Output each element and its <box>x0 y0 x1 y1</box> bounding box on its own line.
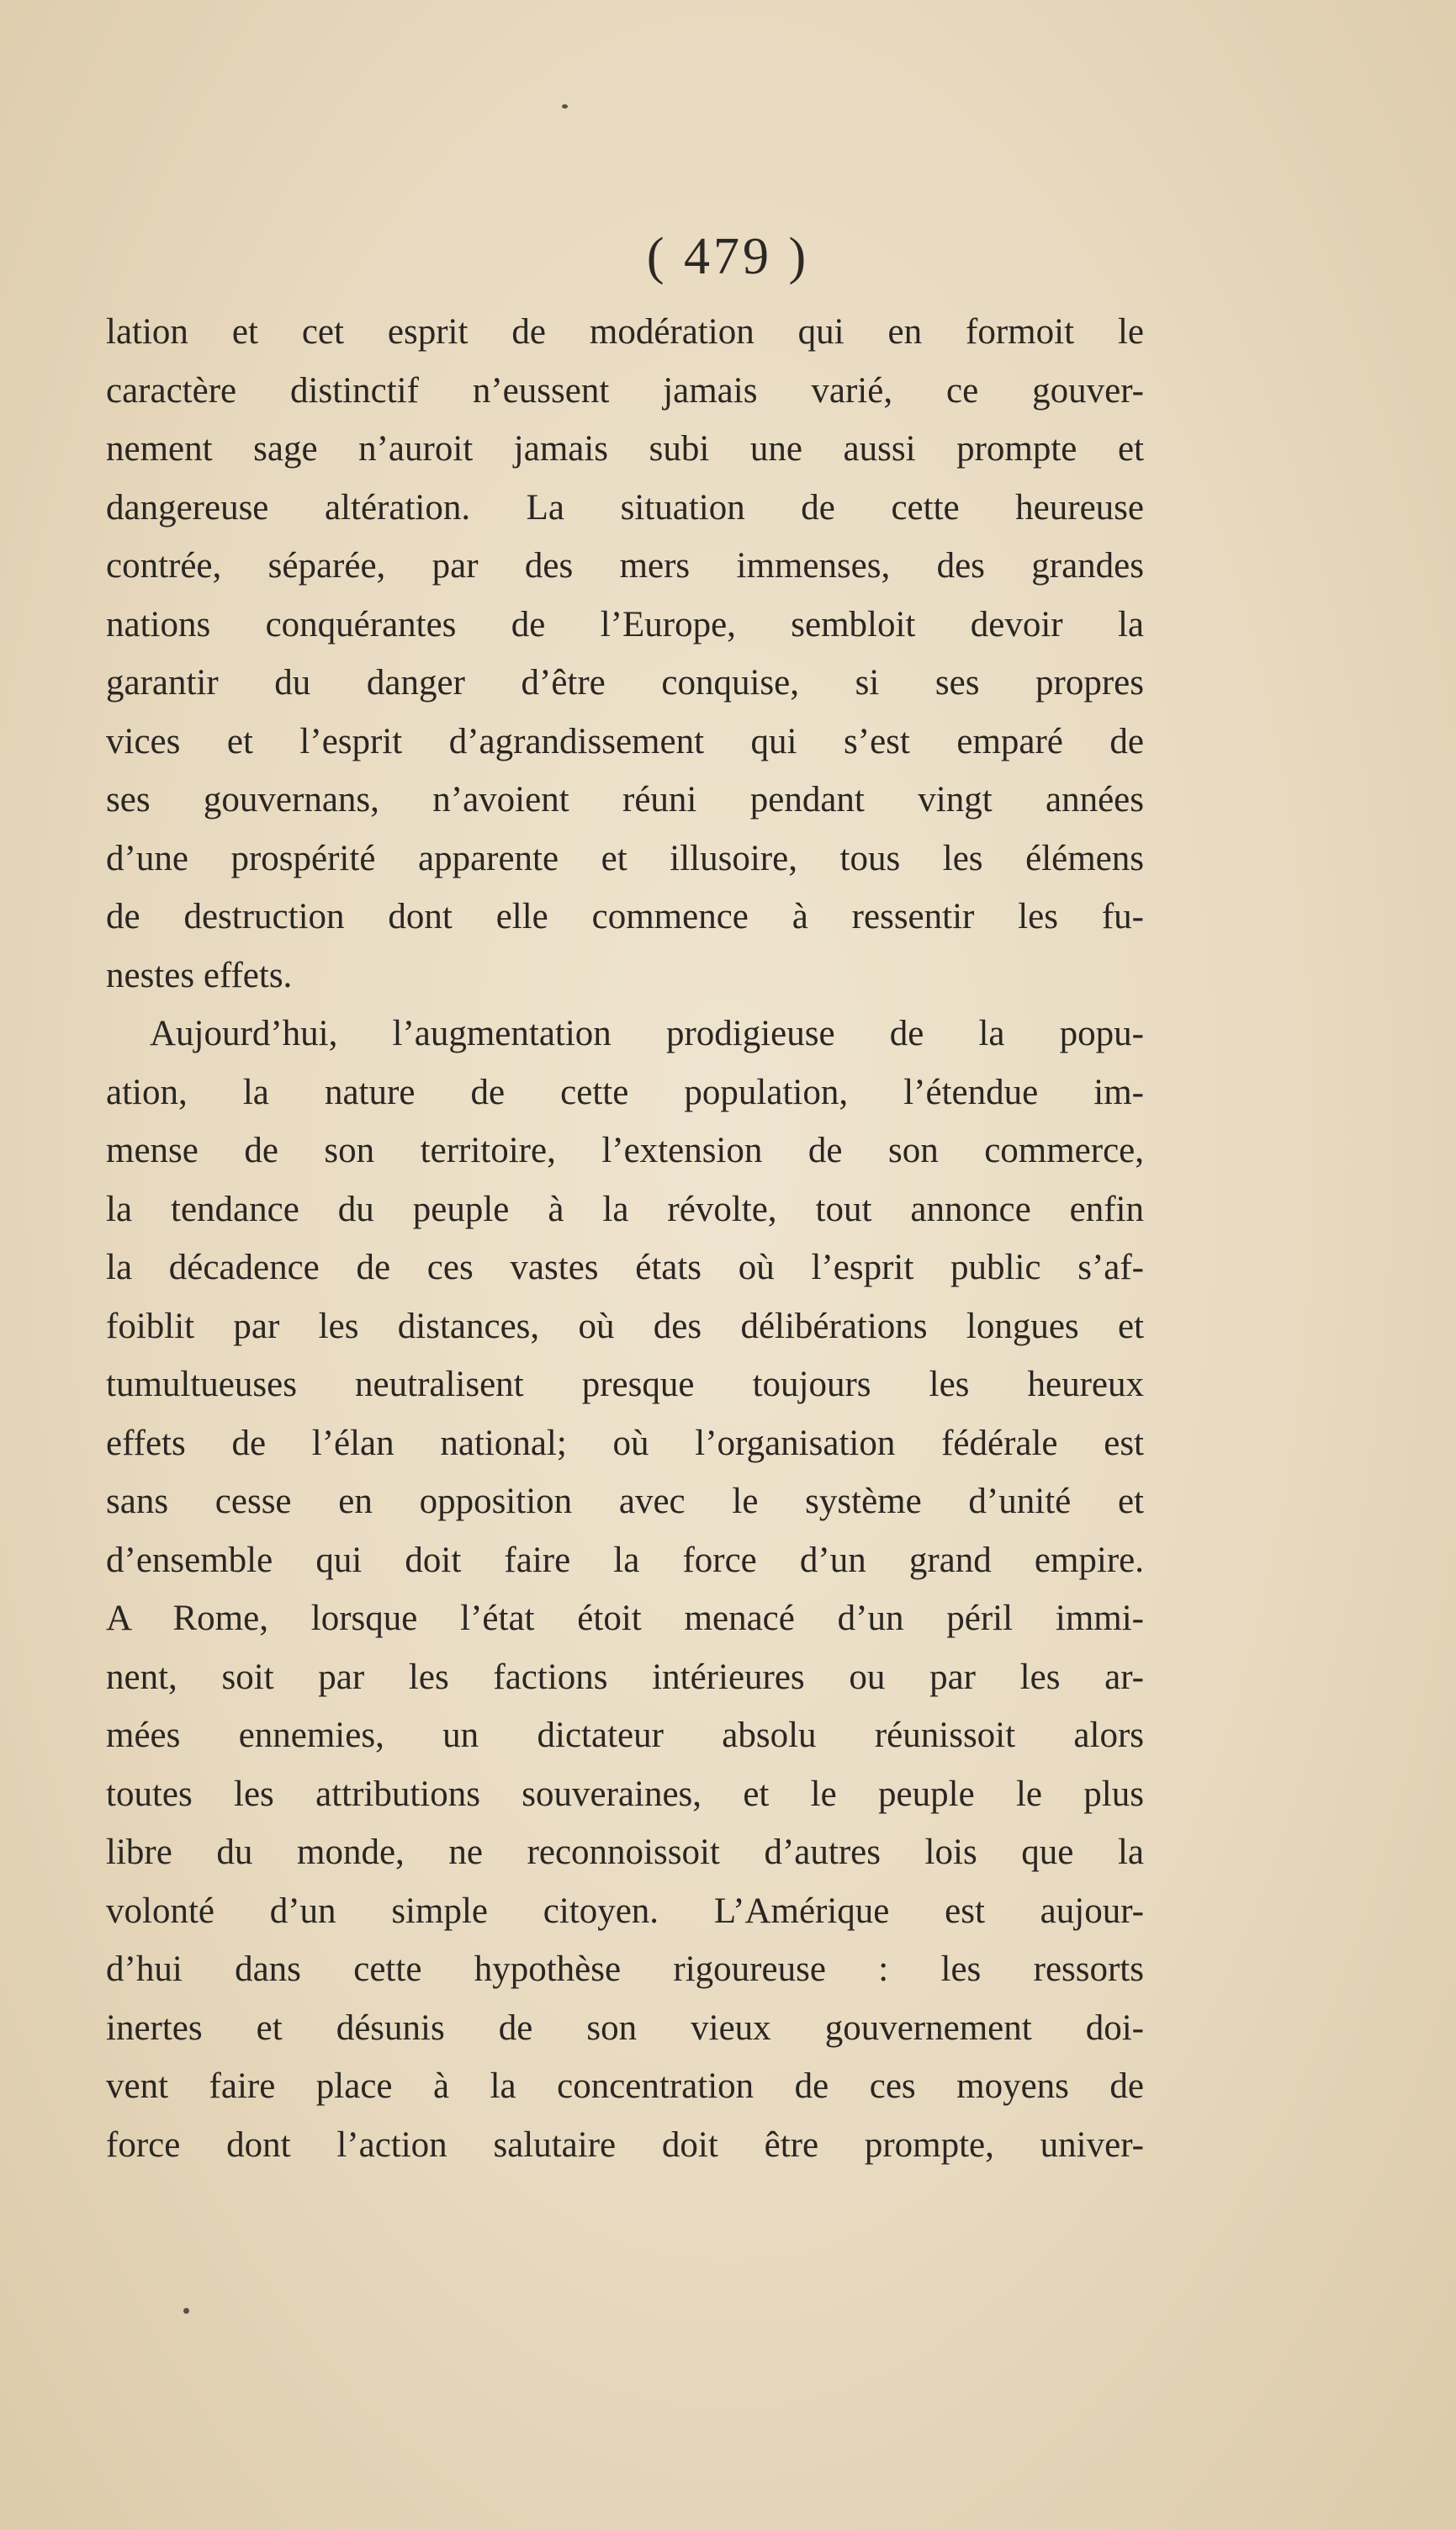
text-line: Aujourd’hui, l’augmentation prodigieuse de la popu- <box>150 1014 1144 1053</box>
text-line: inertes et désunis de son vieux gouvernement doi- <box>106 2008 1144 2048</box>
text-line: ses gouvernans, n’avoient réuni pendant vingt années <box>106 780 1144 819</box>
text-line: mées ennemies, un dictateur absolu réunissoit alors <box>106 1716 1144 1755</box>
text-line: ation, la nature de cette population, l’étendue im- <box>106 1072 1144 1112</box>
ink-speck <box>562 104 568 109</box>
text-line: foiblit par les distances, où des délibérations longues et <box>106 1306 1144 1346</box>
body-text <box>106 303 1144 2174</box>
text-line: caractère distinctif n’eussent jamais varié, ce gouver- <box>106 370 1144 411</box>
text-line: toutes les attributions souveraines, et le peuple le plus <box>106 1774 1144 1814</box>
paragraph-1 <box>106 303 1144 1005</box>
text-line: lation et cet esprit de modération qui en formoit le <box>106 312 1144 352</box>
text-line: nestes effets. <box>106 955 293 995</box>
text-line: d’une prospérité apparente et illusoire, tous les élémens <box>106 838 1144 878</box>
text-line: A Rome, lorsque l’état étoit menacé d’un péril immi- <box>106 1599 1144 1638</box>
text-line: nations conquérantes de l’Europe, sembloit devoir la <box>106 604 1144 644</box>
text-line: tumultueuses neutralisent presque toujours les heureux <box>106 1365 1144 1404</box>
text-line: volonté d’un simple citoyen. L’Amérique est aujour- <box>106 1891 1144 1931</box>
page-number: ( 479 ) <box>646 228 810 285</box>
text-line: dangereuse altération. La situation de cette heureuse <box>106 487 1144 528</box>
text-line: force dont l’action salutaire doit être prompte, univer- <box>106 2124 1144 2165</box>
text-line: d’ensemble qui doit faire la force d’un grand empire. <box>106 1540 1144 1580</box>
ink-speck <box>183 2308 189 2314</box>
text-line: la décadence de ces vastes états où l’esprit public s’af- <box>106 1248 1144 1287</box>
text-line: mense de son territoire, l’extension de son commerce, <box>106 1131 1144 1170</box>
text-line: d’hui dans cette hypothèse rigoureuse : les ressorts <box>106 1949 1144 1989</box>
text-line: vent faire place à la concentration de ces moyens de <box>106 2066 1144 2106</box>
text-line: nent, soit par les factions intérieures ou par les ar- <box>106 1657 1144 1697</box>
text-line: nement sage n’auroit jamais subi une aussi prompte et <box>106 429 1144 469</box>
text-line: contrée, séparée, par des mers immenses, des grandes <box>106 546 1144 586</box>
paragraph-2 <box>106 1005 1144 2174</box>
text-line: sans cesse en opposition avec le système d’unité et <box>106 1482 1144 1521</box>
text-line: libre du monde, ne reconnoissoit d’autres lois que la <box>106 1833 1144 1872</box>
text-line: de destruction dont elle commence à ressentir les fu- <box>106 897 1144 936</box>
text-line: garantir du danger d’être conquise, si ses propres <box>106 663 1144 703</box>
text-line: la tendance du peuple à la révolte, tout annonce enfin <box>106 1189 1144 1229</box>
text-line: vices et l’esprit d’agrandissement qui s’est emparé de <box>106 721 1144 761</box>
text-line: effets de l’élan national; où l’organisation fédérale est <box>106 1423 1144 1463</box>
